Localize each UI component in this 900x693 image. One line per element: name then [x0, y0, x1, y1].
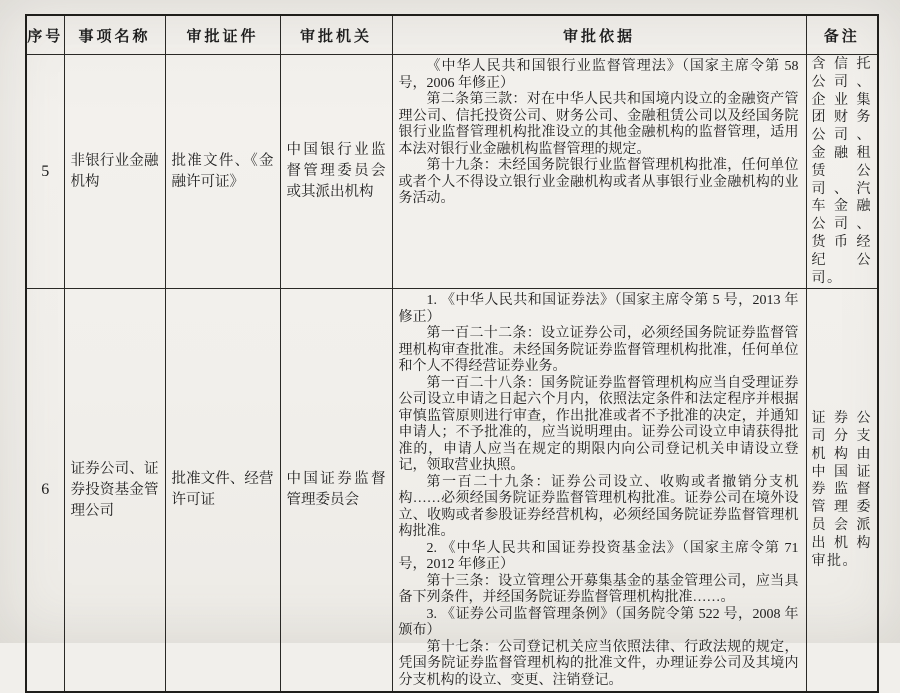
cell-certificate-6: 批准文件、经营许可证	[165, 289, 280, 693]
table-row-6	[26, 289, 878, 693]
basis-paragraph: 第十七条：公司登记机关应当依照法律、行政法规的规定，凭国务院证券监督管理机构的批准文件，办理证券公司及其境内分支机构的设立、变更、注销登记。	[398, 639, 799, 688]
basis-paragraph: 第一百二十九条：证券公司设立、收购或者撤销分支机构……必须经国务院证券监督管理机构批准。证券公司在境外设立、收购或者参股证券经营机构，必须经国务院证券监督管理机构批准。	[398, 474, 799, 540]
basis-paragraph: 3. 《证券公司监督管理条例》（国务院令第 522 号，2008 年颁布）	[398, 606, 799, 639]
header-certificate: 审批证件	[165, 15, 280, 55]
header-remark: 备注	[806, 15, 878, 55]
cell-remark-6: 证券公司分支机构由中国证券监督管理委员会派出机构审批。	[806, 289, 878, 693]
basis-paragraph: 第一百二十八条：国务院证券监督管理机构应当自受理证券公司设立申请之日起六个月内，依照法定条件和法定程序并根据审慎监管原则进行审查，作出批准或者不予批准的决定，并通知申请人；不予批准的，应当说明理由。证券公司设立申请获得批准的，申请人应当在规定的期限内向公司登记机关申请设立登记，领取营业执照。	[398, 375, 799, 474]
cell-basis-6	[392, 289, 806, 693]
cell-authority-6: 中国证券监督管理委员会	[280, 289, 392, 693]
table-row-5	[26, 55, 878, 289]
cell-item-name-5: 非银行业金融机构	[64, 55, 165, 289]
cell-remark-5: 含信托公司、企业集团财务公司、金融租赁公司、汽车金融公司、货币经纪公司。	[806, 55, 878, 289]
table-header-row	[26, 15, 878, 55]
cell-index-5: 5	[26, 55, 64, 289]
basis-paragraph: 2. 《中华人民共和国证券投资基金法》（国家主席令第 71 号，2012 年修正）	[398, 540, 799, 573]
basis-paragraph: 第十九条：未经国务院银行业监督管理机构批准，任何单位或者个人不得设立银行业金融机构或者从事银行业金融机构的业务活动。	[398, 158, 799, 206]
cell-certificate-5: 批准文件、《金融许可证》	[165, 55, 280, 289]
cell-basis-5	[392, 55, 806, 289]
header-item-name: 事项名称	[64, 15, 165, 55]
header-index: 序号	[26, 15, 64, 55]
cell-authority-5: 中国银行业监督管理委员会或其派出机构	[280, 55, 392, 289]
cell-item-name-6: 证券公司、证券投资基金管理公司	[64, 289, 165, 693]
basis-paragraph: 第二条第三款：对在中华人民共和国境内设立的金融资产管理公司、信托投资公司、财务公司、金融租赁公司以及经国务院银行业监督管理机构批准设立的其他金融机构的监督管理，适用本法对银行业金融机构监督管理的规定。	[398, 92, 799, 157]
basis-paragraph: 第十三条：设立管理公开募集基金的基金管理公司，应当具备下列条件，并经国务院证券监督管理机构批准……。	[398, 573, 799, 606]
approval-items-table	[25, 14, 879, 693]
header-authority: 审批机关	[280, 15, 392, 55]
basis-paragraph: 《中华人民共和国银行业监督管理法》（国家主席令第 58 号，2006 年修正）	[398, 59, 799, 91]
basis-paragraph: 第一百二十二条：设立证券公司，必须经国务院证券监督管理机构审查批准。未经国务院证券监督管理机构批准，任何单位和个人不得经营证券业务。	[398, 326, 799, 375]
cell-index-6: 6	[26, 289, 64, 693]
basis-paragraph: 1. 《中华人民共和国证券法》（国家主席令第 5 号，2013 年修正）	[398, 293, 799, 325]
header-basis: 审批依据	[392, 15, 806, 55]
